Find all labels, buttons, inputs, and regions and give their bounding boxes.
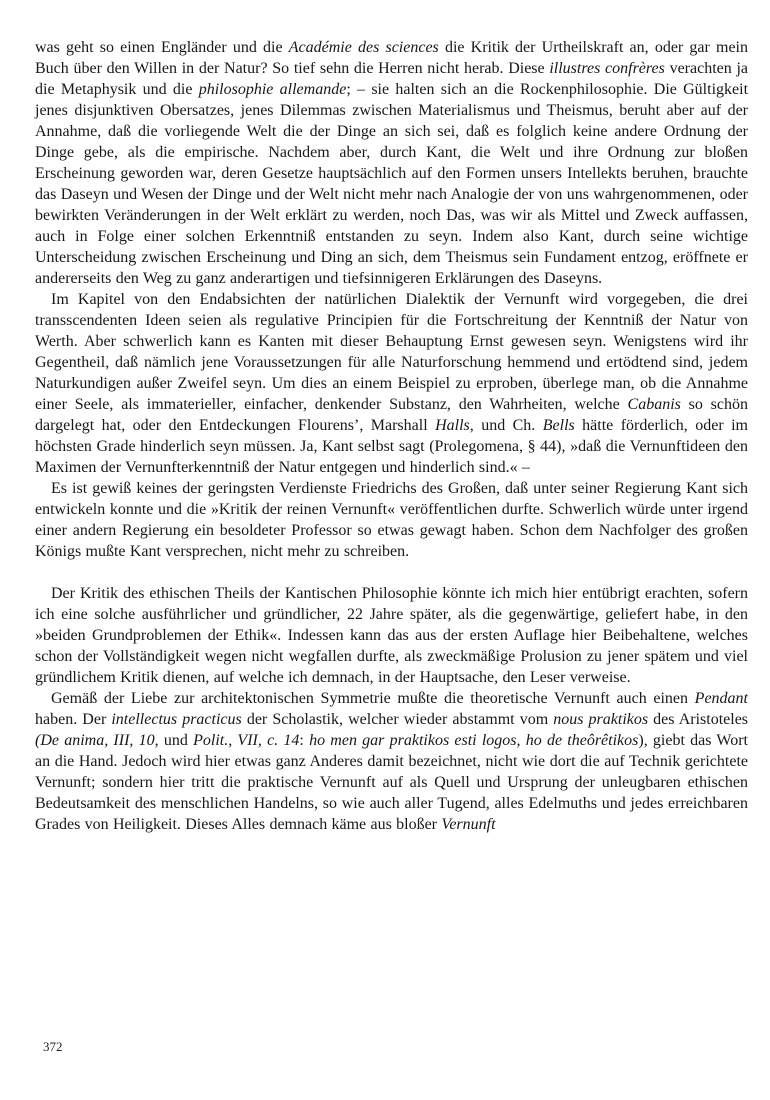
- text-segment: so schön dargelegt hat, oder den Entdeckungen Flourens’, Marshall: [35, 396, 748, 434]
- text-segment: die Kritik der Urtheilskraft an, oder gar mein Buch über den Willen in der Natur? So tief sehn die Herren nicht herab. Diese: [35, 39, 748, 77]
- text-segment: verachten ja die Metaphysik und die: [35, 60, 748, 98]
- italic-text-segment: Académie des sciences: [288, 39, 439, 56]
- paragraph: [35, 688, 748, 835]
- text-segment: des Aristoteles: [648, 711, 749, 728]
- paragraph: [35, 289, 748, 478]
- text-segment: ), giebt das Wort an die Hand. Jedoch wird hier etwas ganz Anderes damit bezeichnet, nicht wie dort die auf Technik gerichtete Vernunft; sondern hier tritt die praktische Vernunft auf als Quell und Ursprung der unleugbaren ethischen Bedeutsamkeit des menschlichen Handelns, so wie auch aller Tugend, alles Edelmuths und jedes erreichbaren Grades von Heiligkeit. Dieses Alles demnach käme aus bloßer: [35, 732, 748, 833]
- text-segment: Der Kritik des ethischen Theils der Kantischen Philosophie könnte ich mich hier entübrigt erachten, sofern ich eine solche ausführlicher und gründlicher, 22 Jahre später, als die gegenwärtige, geliefert habe, in den »beiden Grundproblemen der Ethik«. Indessen kann das aus der ersten Auflage hier Beibehaltene, welches schon der Vollständigkeit wegen nicht wegfallen durfte, als zweckmäßige Prolusion zu jener spätem und viel gründlichem Kritik dienen, auf welche ich demnach, in der Hauptsache, den Leser verweise.: [35, 585, 748, 686]
- italic-text-segment: nous praktikos: [553, 711, 649, 728]
- italic-text-segment: philosophie allemande: [198, 81, 347, 98]
- italic-text-segment: Pendant: [694, 690, 748, 707]
- text-segment: , und Ch.: [469, 417, 543, 434]
- paragraph: [35, 37, 748, 289]
- paragraph: [35, 478, 748, 562]
- text-segment: :: [299, 732, 310, 749]
- text-segment: Gemäß der Liebe zur architektonischen Symmetrie mußte die theoretische Vernunft auch einen: [51, 690, 695, 707]
- text-segment: was geht so einen Engländer und die: [35, 39, 289, 56]
- text-segment: haben. Der: [35, 711, 112, 728]
- text-segment: Es ist gewiß keines der geringsten Verdienste Friedrichs des Großen, daß unter seiner Regierung Kant sich entwickeln konnte und die »Kritik der reinen Vernunft« veröffentlichen durfte. Schwerlich würde unter irgend einer andern Regierung ein besoldeter Professor so etwas gewagt haben. Schon dem Nachfolger des großen Königs mußte Kant versprechen, nicht mehr zu schreiben.: [35, 480, 748, 560]
- italic-text-segment: intellectus practicus: [111, 711, 242, 728]
- text-segment: der Scholastik, welcher wieder abstammt vom: [241, 711, 554, 728]
- italic-text-segment: (De anima, III, 10: [35, 732, 155, 749]
- text-segment: Im Kapitel von den Endabsichten der natürlichen Dialektik der Vernunft wird vorgegeben, die drei transscendenten Ideen seien als regulative Principien für die Fortschreitung der Kenntniß der Natur von Werth. Aber schwerlich kann es Kanten mit dieser Behauptung Ernst gewesen seyn. Wenigstens wird ihr Gegentheil, daß nämlich jene Voraussetzungen für alle Naturforschung hemmend und ertödtend sind, jedem Naturkundigen außer Zweifel seyn. Um dies an einem Beispiel zu erproben, überlege man, ob die Annahme einer Seele, als immaterieller, einfacher, denkender Substanz, den Wahrheiten, welche: [35, 291, 748, 413]
- italic-text-segment: Halls: [435, 417, 470, 434]
- italic-text-segment: illustres confrères: [549, 60, 665, 77]
- text-segment: ; – sie halten sich an die Rockenphilosophie. Die Gültigkeit jenes disjunktiven Obersatzes, jenes Dilemmas zwischen Materialismus und Theismus, beruht aber auf der Annahme, daß die vorliegende Welt die der Dinge an sich sei, daß es folglich keine andere Ordnung der Dinge gebe, als die empirische. Nachdem aber, durch Kant, die Welt und ihre Ordnung zur bloßen Erscheinung geworden war, deren Gesetze hauptsächlich auf den Formen unsers Intellekts beruhen, brauchte das Daseyn und Wesen der Dinge und der Welt nicht mehr nach Analogie der von uns wahrgenommenen, oder bewirkten Veränderungen in der Welt erklärt zu werden, noch Das, was wir als Mittel und Zweck auffassen, auch in Folge einer solchen Erkenntniß entstanden zu seyn. Indem also Kant, durch seine wichtige Unterscheidung zwischen Erscheinung und Ding an sich, dem Theismus sein Fundament entzog, eröffnete er andererseits den Weg zu ganz anderartigen und tiefsinnigeren Erklärungen des Daseyns.: [35, 81, 749, 287]
- italic-text-segment: Polit., VII, c. 14: [193, 732, 300, 749]
- italic-text-segment: Cabanis: [627, 396, 681, 413]
- text-segment: , und: [154, 732, 194, 749]
- page-number: 372: [43, 1039, 63, 1054]
- italic-text-segment: Bells: [542, 417, 575, 434]
- italic-text-segment: Vernunft: [441, 816, 496, 833]
- text-block: [35, 37, 748, 835]
- text-segment: hätte förderlich, oder im höchsten Grade hinderlich seyn müssen. Ja, Kant selbst sagt (Prolegomena, § 44), »daß die Vernunftideen den Maximen der Vernunfterkenntniß der Natur entgegen und hinderlich sind.« –: [35, 417, 748, 476]
- italic-text-segment: ho men gar praktikos esti logos, ho de theôrêtikos: [309, 732, 639, 749]
- paragraph: [35, 583, 748, 688]
